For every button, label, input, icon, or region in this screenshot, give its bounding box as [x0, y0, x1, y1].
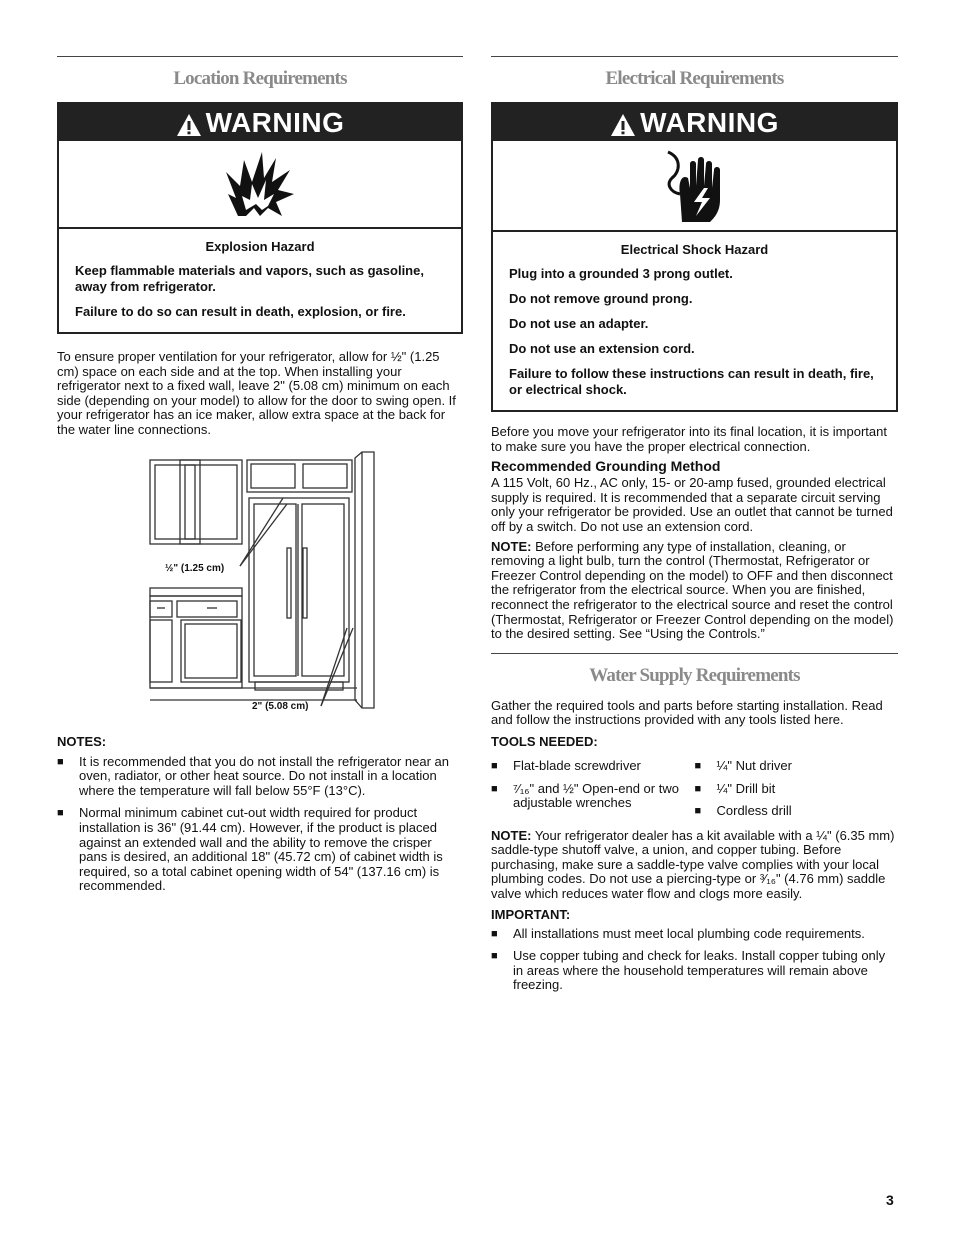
notes-list	[57, 755, 463, 894]
list-item: ■ Cordless drill	[695, 804, 899, 819]
tools-list	[491, 759, 898, 827]
section-rule	[491, 653, 898, 654]
warning-header	[59, 104, 461, 141]
diagram-label-bottom: 2" (5.08 cm)	[252, 701, 309, 712]
electrical-intro-paragraph: Before you move your refrigerator into its final location, it is important to make sure you have the proper electrical connection.	[491, 424, 887, 454]
important-label: IMPORTANT:	[491, 906, 571, 922]
hazard-line: Keep flammable materials and vapors, such as gasoline, away from refrigerator.	[75, 263, 424, 294]
refrigerator-clearance-diagram	[57, 448, 463, 718]
warning-triangle-icon	[176, 113, 202, 137]
list-item: ■ Normal minimum cabinet cut-out width required for product installation is 36" (91.44 cm). However, if the product is placed against an extended wall and the ability to remove the crisper pans is desired, an additional 18" (45.72 cm) of cabinet width is required, so a total cabinet opening width of 54" (137.16 cm) is recommended.	[57, 806, 463, 894]
notes-label: NOTES:	[57, 733, 107, 749]
warning-triangle-icon	[610, 113, 636, 137]
hazard-icon-panel	[493, 141, 896, 232]
list-item: ■ All installations must meet local plumbing code requirements.	[491, 927, 898, 942]
important-list	[491, 927, 898, 993]
hazard-line: Do not remove ground prong.	[509, 291, 693, 306]
electrical-shock-icon	[660, 148, 730, 224]
tools-column-2	[695, 759, 899, 827]
location-section-title: Location Requirements	[173, 68, 347, 89]
water-section-title: Water Supply Requirements	[589, 664, 800, 686]
hazard-line: Failure to do so can result in death, explosion, or fire.	[75, 304, 406, 319]
hazard-text	[493, 232, 896, 410]
note-text: Your refrigerator dealer has a kit available with a ¼" (6.35 mm) saddle-type shutoff valve, a union, and copper tubing. Before purchasing, make sure a saddle-type valve complies with your local plumbing codes. Do not use a piercing-type or ³⁄₁₆" (4.76 mm) saddle valve which reduces water flow and clogs more easily.	[491, 827, 895, 902]
hazard-line: Do not use an extension cord.	[509, 341, 695, 356]
water-intro-paragraph: Gather the required tools and parts before starting installation. Read and follow the instructions provided with any tools listed here.	[491, 697, 883, 728]
note-label: NOTE:	[491, 827, 532, 843]
electrical-warning-box	[491, 102, 898, 412]
list-item: ■ Flat-blade screwdriver	[491, 759, 695, 774]
list-item: ■ Use copper tubing and check for leaks. Install copper tubing only in areas where the household temperatures will remain above freezing.	[491, 949, 898, 993]
tools-column-1	[491, 759, 695, 827]
electrical-requirements-column	[491, 56, 898, 1001]
diagram-label-top: ½" (1.25 cm)	[165, 563, 225, 574]
hazard-line: Failure to follow these instructions can result in death, fire, or electrical shock.	[509, 366, 874, 397]
hazard-text	[59, 229, 461, 332]
tools-needed-label: TOOLS NEEDED:	[491, 733, 598, 749]
list-item: ■ ⁷⁄₁₆" and ½" Open-end or two adjustable wrenches	[491, 782, 695, 811]
hazard-title: Electrical Shock Hazard	[620, 242, 769, 257]
hazard-title: Explosion Hazard	[205, 239, 315, 254]
grounding-paragraph: A 115 Volt, 60 Hz., AC only, 15- or 20-amp fused, grounded electrical supply is required. It is recommended that a separate circuit serving only your refrigerator be provided. Use an outlet that cannot be turned off by a switch. Do not use an extension cord.	[491, 475, 893, 534]
grounding-heading: Recommended Grounding Method	[491, 458, 721, 475]
list-item: ■ ¼" Nut driver	[695, 759, 899, 774]
note-text: Before performing any type of installation, cleaning, or removing a light bulb, turn the control (Thermostat, Refrigerator or Freezer Control depending on the model) to OFF and then disconnect the refrigerator from the electrical source. When you are finished, reconnect the refrigerator to the electrical source and reset the control (Thermostat, Refrigerator or Freezer Control depending on the model) to the desired setting. See “Using the Controls.”	[491, 538, 894, 642]
warning-label: WARNING	[205, 107, 345, 138]
list-item: ■ It is recommended that you do not install the refrigerator near an oven, radiator, or other heat source. Do not install in a location where the temperature will fall below 55°F (13°C).	[57, 755, 463, 799]
kit-note-paragraph	[491, 829, 898, 902]
ventilation-paragraph: To ensure proper ventilation for your refrigerator, allow for ½" (1.25 cm) space on each side and at the top. When installing your refrigerator next to a fixed wall, leave 2" (5.08 cm) minimum on each side (depending on your model) to allow for the door to swing open. If your refrigerator has an ice maker, allow extra space at the back for the water line connections.	[57, 349, 456, 437]
explosion-warning-box	[57, 102, 463, 334]
location-requirements-column	[57, 56, 463, 902]
list-item: ■ ¼" Drill bit	[695, 782, 899, 797]
section-rule	[57, 56, 463, 57]
page-number: 3	[886, 1192, 894, 1208]
explosion-icon	[224, 150, 296, 218]
electrical-note-paragraph	[491, 540, 898, 642]
hazard-icon-panel	[59, 141, 461, 229]
note-label: NOTE:	[491, 538, 532, 554]
warning-header	[493, 104, 896, 141]
hazard-line: Do not use an adapter.	[509, 316, 649, 331]
electrical-section-title: Electrical Requirements	[605, 68, 784, 89]
hazard-line: Plug into a grounded 3 prong outlet.	[509, 266, 733, 281]
section-rule	[491, 56, 898, 57]
warning-label: WARNING	[640, 107, 779, 138]
